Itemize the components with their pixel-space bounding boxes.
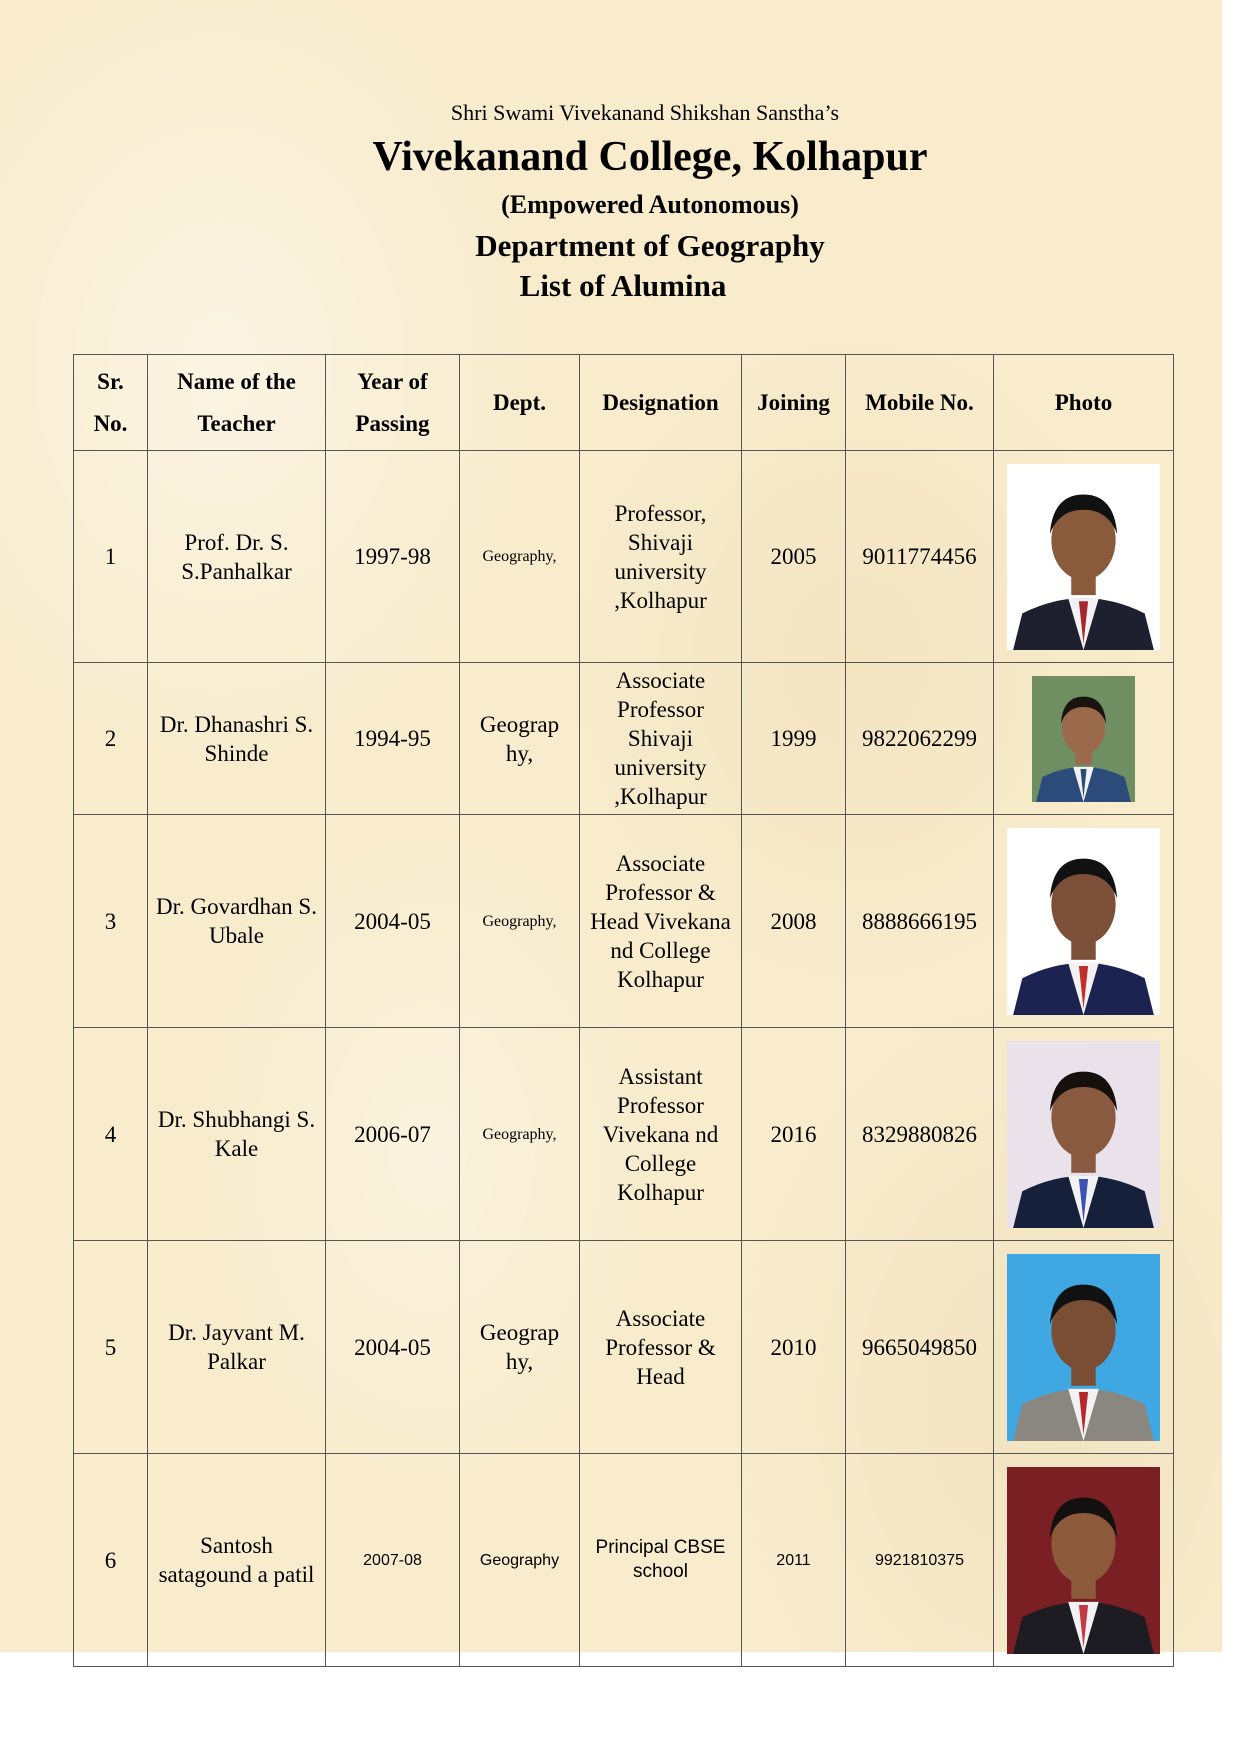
teacher-photo (1007, 1467, 1160, 1654)
sr-no-cell: 2 (74, 663, 148, 815)
year-of-passing-cell: 2004-05 (326, 1241, 460, 1454)
photo-cell (994, 1028, 1174, 1241)
joining-cell: 1999 (742, 663, 846, 815)
mobile-no-cell: 9921810375 (846, 1454, 994, 1667)
table-row (74, 1028, 1174, 1241)
photo-cell (994, 1241, 1174, 1454)
designation-cell: Assistant Professor Vivekana nd College Kolhapur (580, 1028, 742, 1241)
header-photo: Photo (994, 355, 1174, 451)
teacher-photo (1007, 1041, 1160, 1228)
organization-name: Shri Swami Vivekanand Shikshan Sanstha’s (450, 100, 840, 125)
teacher-name-cell: Dr. Govardhan S. Ubale (148, 815, 326, 1028)
table-row (74, 663, 1174, 815)
sr-no-cell: 1 (74, 451, 148, 663)
year-of-passing-cell: 2004-05 (326, 815, 460, 1028)
college-status: (Empowered Autonomous) (501, 190, 799, 219)
dept-cell: Geography, (460, 815, 580, 1028)
joining-cell: 2010 (742, 1241, 846, 1454)
table-row (74, 815, 1174, 1028)
photo-cell (994, 1454, 1174, 1667)
teacher-photo (1007, 464, 1160, 650)
designation-cell: Associate Professor & Head (580, 1241, 742, 1454)
sr-no-cell: 4 (74, 1028, 148, 1241)
teacher-name-cell: Santosh satagound a patil (148, 1454, 326, 1667)
designation-cell: Principal CBSE school (580, 1454, 742, 1667)
photo-cell (994, 451, 1174, 663)
joining-cell: 2008 (742, 815, 846, 1028)
table-row (74, 1454, 1174, 1667)
designation-cell: Professor, Shivaji university ,Kolhapur (580, 451, 742, 663)
header-dept: Dept. (460, 355, 580, 451)
teacher-name-cell: Dr. Shubhangi S. Kale (148, 1028, 326, 1241)
designation-cell: Associate Professor Shivaji university ,Kolhapur (580, 663, 742, 815)
joining-cell: 2011 (742, 1454, 846, 1667)
department-name: Department of Geography (475, 228, 825, 263)
teacher-name-cell: Dr. Dhanashri S. Shinde (148, 663, 326, 815)
photo-cell (994, 815, 1174, 1028)
header-sr-no: Sr. No. (74, 355, 148, 451)
dept-cell: Geography, (460, 451, 580, 663)
alumni-table (73, 354, 1174, 1667)
joining-cell: 2016 (742, 1028, 846, 1241)
mobile-no-cell: 9822062299 (846, 663, 994, 815)
teacher-photo (1007, 828, 1160, 1015)
teacher-name-cell: Dr. Jayvant M. Palkar (148, 1241, 326, 1454)
teacher-photo (1032, 676, 1135, 802)
dept-cell: Geograp hy, (460, 663, 580, 815)
header-year-of-passing: Year of Passing (326, 355, 460, 451)
designation-cell: Associate Professor & Head Vivekana nd College Kolhapur (580, 815, 742, 1028)
sr-no-cell: 6 (74, 1454, 148, 1667)
dept-cell: Geography, (460, 1028, 580, 1241)
year-of-passing-cell: 1994-95 (326, 663, 460, 815)
mobile-no-cell: 8329880826 (846, 1028, 994, 1241)
joining-cell: 2005 (742, 451, 846, 663)
mobile-no-cell: 9665049850 (846, 1241, 994, 1454)
dept-cell: Geograp hy, (460, 1241, 580, 1454)
table-header-row (74, 355, 1174, 451)
teacher-name-cell: Prof. Dr. S. S.Panhalkar (148, 451, 326, 663)
year-of-passing-cell: 1997-98 (326, 451, 460, 663)
table-row (74, 1241, 1174, 1454)
year-of-passing-cell: 2007-08 (326, 1454, 460, 1667)
photo-cell (994, 663, 1174, 815)
header-teacher-name: Name of the Teacher (148, 355, 326, 451)
dept-cell: Geography (460, 1454, 580, 1667)
list-title: List of Alumina (519, 268, 727, 303)
sr-no-cell: 3 (74, 815, 148, 1028)
mobile-no-cell: 8888666195 (846, 815, 994, 1028)
header-designation: Designation (580, 355, 742, 451)
header-joining: Joining (742, 355, 846, 451)
table-row (74, 451, 1174, 663)
header-mobile-no: Mobile No. (846, 355, 994, 451)
mobile-no-cell: 9011774456 (846, 451, 994, 663)
teacher-photo (1007, 1254, 1160, 1441)
sr-no-cell: 5 (74, 1241, 148, 1454)
year-of-passing-cell: 2006-07 (326, 1028, 460, 1241)
college-name: Vivekanand College, Kolhapur (372, 134, 928, 180)
